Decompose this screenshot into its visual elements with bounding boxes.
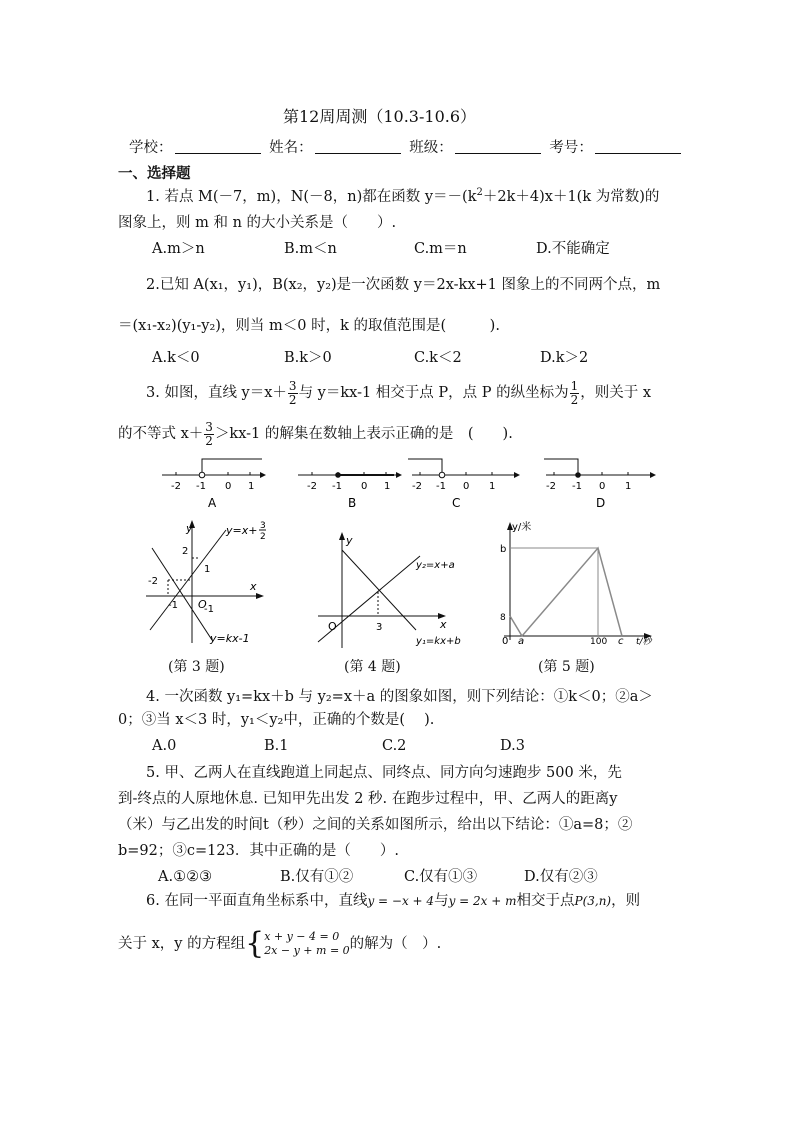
fig3-line2-label: y=kx-1 <box>210 632 250 645</box>
q2-option-b[interactable]: B.k＞0 <box>284 350 332 366</box>
fig5-c: c <box>618 636 624 647</box>
q1-option-d[interactable]: D.不能确定 <box>536 241 610 257</box>
q3-frac2 <box>570 380 580 407</box>
nl-b-tick-0: -2 <box>307 481 317 492</box>
nl-c-label: C <box>452 496 461 510</box>
fig5-100: 100 <box>590 637 608 647</box>
q3-text-d: 的不等式 x＋ <box>118 426 204 442</box>
q6-eq1: y = −x + 4 <box>367 894 435 908</box>
figure-q5 <box>496 518 664 648</box>
nl-d-tick-1: -1 <box>572 481 582 492</box>
q3-number-lines <box>150 455 690 515</box>
fig5-x-label: t/秒 <box>636 637 652 647</box>
q2-line1: 2.已知 A(x₁，y₁)，B(x₂，y₂)是一次函数 y＝2x-kx+1 图象上的不同两个点，m <box>146 277 661 293</box>
fig4-y1-label: y₁=kx+b <box>416 636 461 647</box>
q3-line1 <box>146 376 651 410</box>
q6-eq2: y = 2x + m <box>448 894 517 908</box>
q1-option-c[interactable]: C.m＝n <box>414 241 467 257</box>
name-label: 姓名： <box>269 140 313 156</box>
fig4-caption: (第 4 题) <box>344 659 401 675</box>
q5-option-a[interactable]: A.①②③ <box>158 869 213 885</box>
q5-option-b[interactable]: B.仅有①② <box>280 869 354 885</box>
fig3-tick-neg2: -2 <box>148 576 158 587</box>
q3-frac3-den: 2 <box>205 433 213 448</box>
fig4-tick-3: 3 <box>376 622 383 633</box>
q2-option-a[interactable]: A.k＜0 <box>152 350 200 366</box>
nl-b-tick-1: -1 <box>332 481 342 492</box>
q4-line2: 0；③当 x＜3 时，y₁＜y₂中，正确的个数是( ). <box>118 712 435 728</box>
class-label: 班级： <box>409 140 453 156</box>
nl-c-tick-2: 0 <box>463 481 470 492</box>
q6-text-f: 的解为（ ）. <box>349 936 442 952</box>
nl-d-tick-3: 1 <box>625 481 632 492</box>
q3-frac3 <box>204 421 214 448</box>
q1-line2: 图象上，则 m 和 n 的大小关系是（ ）. <box>118 215 397 231</box>
nl-d-tick-2: 0 <box>599 481 606 492</box>
q1-sup: 2 <box>476 187 483 198</box>
nl-c-tick-1: -1 <box>436 481 446 492</box>
fig5-y-label: y/米 <box>512 522 532 533</box>
q3-frac1-den: 2 <box>288 392 297 407</box>
nl-a-label: A <box>208 496 217 510</box>
fig4-origin: O <box>328 620 337 633</box>
q6-sys1: x + y − 4 = 0 <box>264 930 340 943</box>
q2-option-d[interactable]: D.k＞2 <box>540 350 589 366</box>
nl-a-tick-1: -1 <box>196 481 206 492</box>
q3-text-e: ＞kx-1 的解集在数轴上表示正确的是 ( ). <box>214 426 513 442</box>
fig3-line1-label: y=x+ <box>226 524 258 537</box>
fig3-line1-num: 3 <box>260 521 266 531</box>
fig4-y2-label: y₂=x+a <box>416 560 455 571</box>
q4-line1: 4. 一次函数 y₁=kx＋b 与 y₂=x＋a 的图象如图，则下列结论：①k＜0；②a＞ <box>146 689 653 705</box>
q6-brace: { <box>245 926 265 961</box>
q3-text-c: ，则关于 x <box>580 385 652 401</box>
q1-line1 <box>146 188 659 206</box>
number-label: 考号： <box>549 140 593 156</box>
fig3-tick-2: 2 <box>182 546 189 557</box>
fig5-a: a <box>518 636 525 647</box>
nl-c-tick-3: 1 <box>489 481 496 492</box>
q2-option-c[interactable]: C.k＜2 <box>414 350 462 366</box>
q3-frac1 <box>288 380 298 407</box>
nl-d-label: D <box>596 496 606 510</box>
nl-a-tick-0: -2 <box>171 481 181 492</box>
q3-frac1-num: 3 <box>288 378 297 393</box>
q6-line2 <box>118 924 441 964</box>
q5-option-d[interactable]: D.仅有②③ <box>524 869 598 885</box>
q2-line2: ＝(x₁-x₂)(y₁-y₂)，则当 m＜0 时，k 的取值范围是( ). <box>118 318 500 334</box>
numberline-d[interactable] <box>544 459 656 510</box>
header-fields <box>129 139 681 157</box>
fig5-caption: (第 5 题) <box>538 659 595 675</box>
figure-q3 <box>140 518 270 648</box>
q6-line1 <box>146 892 640 910</box>
fig5-origin: 0 <box>502 636 509 647</box>
q4-option-b[interactable]: B.1 <box>264 738 289 754</box>
number-blank <box>595 139 681 154</box>
q3-text-a: 3. 如图，直线 y＝x＋ <box>146 385 287 401</box>
fig4-y-label: y <box>346 534 353 547</box>
school-label: 学校： <box>129 140 173 156</box>
class-blank <box>455 139 541 154</box>
fig3-tick-neg1y: -1 <box>204 604 214 615</box>
q3-frac2-den: 2 <box>570 392 579 407</box>
q4-option-d[interactable]: D.3 <box>500 738 525 754</box>
q5-line2: 到-终点的人原地休息. 已知甲先出发 2 秒. 在跑步过程中，甲、乙两人的距离y <box>118 791 618 807</box>
q3-text-b: 与 y＝kx-1 相交于点 P，点 P 的纵坐标为 <box>298 385 569 401</box>
school-blank <box>175 139 261 154</box>
q1-option-b[interactable]: B.m＜n <box>284 241 337 257</box>
fig3-tick-neg1x: -1 <box>168 600 178 611</box>
q5-option-c[interactable]: C.仅有①③ <box>404 869 478 885</box>
q4-option-c[interactable]: C.2 <box>382 738 407 754</box>
q5-line1: 5. 甲、乙两人在直线跑道上同起点、同终点、同方向匀速跑步 500 米，先 <box>146 765 622 781</box>
q5-line4: b=92；③c=123．其中正确的是（ ）. <box>118 843 399 859</box>
q1-text-a: 1. 若点 M(－7，m)，N(－8，n)都在函数 y＝－(k <box>146 189 477 205</box>
fig3-x-label: x <box>250 580 257 593</box>
page-title: 第12周周测（10.3-10.6） <box>283 107 477 126</box>
q6-text-c: 相交于点 <box>516 893 575 909</box>
nl-d-tick-0: -2 <box>546 481 556 492</box>
numberline-b[interactable] <box>298 472 402 510</box>
nl-b-label: B <box>348 496 357 510</box>
nl-b-tick-3: 1 <box>384 481 391 492</box>
q6-text-d: ，则 <box>611 893 641 909</box>
q4-option-a[interactable]: A.0 <box>152 738 177 754</box>
nl-a-tick-2: 0 <box>225 481 232 492</box>
q6-text-a: 6. 在同一平面直角坐标系中，直线 <box>146 893 368 909</box>
fig5-b: b <box>500 544 507 555</box>
q6-point: P(3,n) <box>574 894 612 908</box>
figure-q4 <box>312 530 472 650</box>
nl-c-tick-0: -2 <box>412 481 422 492</box>
fig5-eight: 8 <box>500 613 506 623</box>
q5-line3: （米）与乙出发的时间t（秒）之间的关系如图所示，给出以下结论：①a=8；② <box>118 817 633 833</box>
fig3-y-label: y <box>186 522 193 535</box>
name-blank <box>315 139 401 154</box>
fig4-x-label: x <box>440 618 447 631</box>
fig3-tick-1: 1 <box>204 564 211 575</box>
q6-sys2: 2x − y + m = 0 <box>264 944 350 957</box>
section-heading: 一、选择题 <box>118 166 191 182</box>
fig3-origin: O <box>198 598 207 611</box>
q1-option-a[interactable]: A.m＞n <box>152 241 205 257</box>
numberline-a[interactable] <box>162 459 266 510</box>
nl-a-tick-3: 1 <box>248 481 255 492</box>
q1-text-b: ＋2k＋4)x＋1(k 为常数)的 <box>482 189 660 205</box>
q3-line2 <box>118 417 513 451</box>
nl-b-tick-2: 0 <box>361 481 368 492</box>
numberline-c[interactable] <box>408 459 520 510</box>
q6-text-b: 与 <box>434 893 449 909</box>
q3-frac2-num: 1 <box>570 378 579 393</box>
fig3-caption: (第 3 题) <box>168 659 225 675</box>
q3-frac3-num: 3 <box>205 419 213 434</box>
q6-text-e: 关于 x，y 的方程组 <box>118 936 246 952</box>
q6-system <box>264 930 349 958</box>
fig3-line1-den: 2 <box>260 532 266 542</box>
